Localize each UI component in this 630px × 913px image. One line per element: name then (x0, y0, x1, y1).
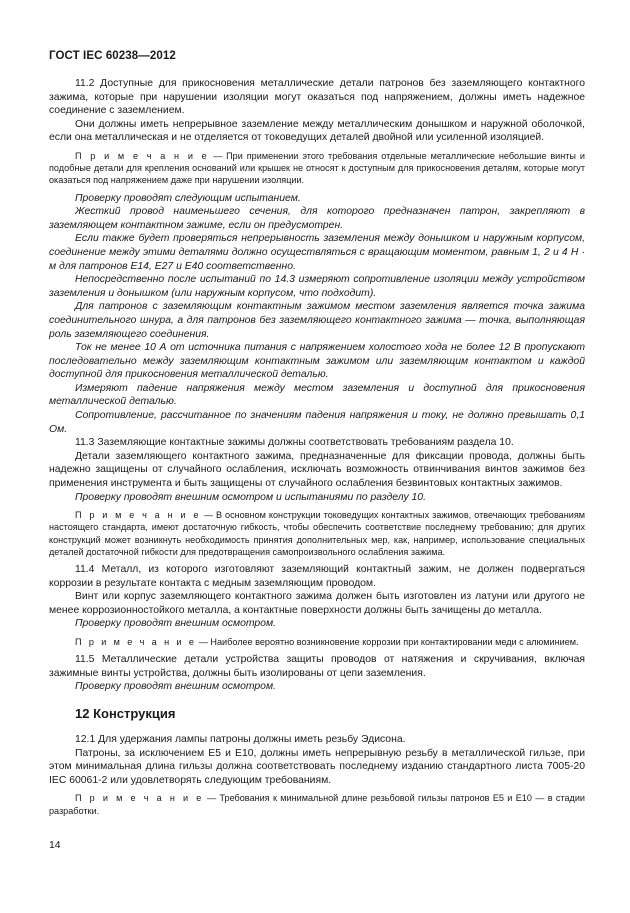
note (49, 150, 585, 187)
document-body (49, 77, 585, 817)
paragraph: Проверку проводят внешним осмотром. (75, 681, 276, 693)
paragraph: Проверку проводят внешним осмотром и испытаниями по разделу 10. (75, 491, 426, 503)
document-header: ГОСТ IEC 60238—2012 (49, 50, 176, 62)
paragraph: Они должны иметь непрерывное заземление между металлическим донышком и наружной оболочкой, если она металлическая и не отделяется от токоведущих деталей двойной или усиленной изоляцией. (49, 118, 585, 144)
paragraph: Жесткий провод наименьшего сечения, для которого предназначен патрон, закрепляют в заземляющем контактном зажиме, если он предусмотрен. (49, 206, 585, 231)
page-number: 14 (49, 840, 61, 851)
note-text: — Наиболее вероятно возникновение коррозии при контактировании меди с алюминием. (196, 637, 579, 648)
note (49, 792, 585, 816)
paragraph-12-1: 12.1 Для удержания лампы патроны должны иметь резьбу Эдисона. (75, 734, 406, 745)
paragraph: Детали заземляющего контактного зажима, предназначенные для фиксации провода, должны быть надежно защищены от случайного ослабления, исключать возможность отвинчивания винтов зажимов без применения инструмента и быть защищены от случайного ослабления безвинтовых контактных зажимов. (49, 450, 585, 490)
section-title: 12 Конструкция (75, 706, 176, 721)
paragraph: Проверку проводят следующим испытанием. (75, 192, 301, 204)
note-text: — В основном конструкции токоведущих контактных зажимов, отвечающих требованиям настоящего стандарта, имеют достаточную гибкость, чтобы обеспечить соответствие последнему требованию; для других конструкций может возникнуть необходимость принятия дополнительных мер, как, например, использование специальных деталей достаточной гибкости для предотвращения самопроизвольного ослабления зажима. (49, 510, 586, 557)
note (49, 636, 585, 648)
paragraph: Сопротивление, рассчитанное по значениям падения напряжения и току, не должно превышать 0,1 Ом. (49, 410, 585, 435)
paragraph: Проверку проводят внешним осмотром. (75, 618, 276, 630)
paragraph: Для патронов с заземляющим контактным зажимом местом заземления является точка зажима соединительного шнура, а для патронов без заземляющего контактного зажима — точка, выполняющая роль заземляющего соединения. (49, 301, 585, 340)
paragraph-11-4: 11.4 Металл, из которого изготовляют заземляющий контактный зажим, не должен подвергаться коррозии в результате контакта с медным заземляющим проводом. (49, 564, 585, 589)
note-label: П р и м е ч а н и е (75, 150, 210, 161)
note-label: П р и м е ч а н и е (75, 793, 204, 804)
note-text: — При применении этого требования отдельные металлические небольшие винты и подобные детали для крепления оснований или крышек не относят к доступным для прикосновения деталям, которые могут оказаться под напряжением даже при нарушении изоляции. (49, 150, 586, 186)
paragraph: Измеряют падение напряжения между местом заземления и доступной для прикосновения металлической деталью. (49, 382, 585, 408)
paragraph: Ток не менее 10 А от источника питания с напряжением холостого хода не более 12 В пропускают последовательно между заземляющим контактным зажимом или заземляющим контактом и каждой доступной для прикосновения металлической деталью. (49, 342, 585, 381)
paragraph-11-2: 11.2 Доступные для прикосновения металлические детали патронов без заземляющего контактного зажима, которые при нарушении изоляции могут оказаться под напряжением, должны иметь надежное соединение с заземлением. (49, 78, 585, 117)
note-label: П р и м е ч а н и е (75, 510, 201, 521)
paragraph: Патроны, за исключением Е5 и Е10, должны иметь непрерывную резьбу в металлической гильзе, при этом минимальная длина гильзы должна соответствовать последнему изданию стандартного листа 7005-20 IEC 60061-2 или удовлетворять следующим требованиям. (49, 747, 585, 786)
note-label: П р и м е ч а н и е (75, 637, 197, 648)
paragraph: Винт или корпус заземляющего контактного зажима должен быть изготовлен из латуни или другого не менее коррозионностойкого металла, а контактные поверхности должны быть зачищены до металла. (49, 591, 585, 616)
note-text: — Требования к минимальной длине резьбовой гильзы патронов Е5 и Е10 — в стадии разработки. (49, 793, 586, 816)
paragraph: Если также будет проверяться непрерывность заземления между донышком и наружным корпусом, соединение между этими деталями должно осуществляться с вращающим моментом, равным 1, 2 и 4 Н · м для патронов Е14, Е27 и Е40 соответственно. (49, 233, 585, 272)
note (49, 509, 585, 558)
paragraph-11-5: 11.5 Металлические детали устройства защиты проводов от натяжения и скручивания, включая зажимные винты устройства, должны быть изолированы от цепи заземления. (49, 654, 585, 679)
paragraph-11-3: 11.3 Заземляющие контактные зажимы должны соответствовать требованиям раздела 10. (75, 437, 514, 449)
paragraph: Непосредственно после испытаний по 14.3 измеряют сопротивление изоляции между устройством заземления и донышком (или наружным корпусом, что подходит). (49, 274, 585, 299)
